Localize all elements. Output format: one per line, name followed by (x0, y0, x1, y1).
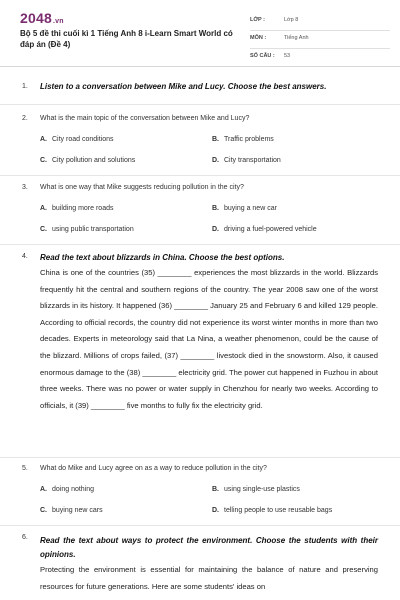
meta-key: SỐ CÂU : (250, 53, 275, 59)
option-label: C. (40, 507, 47, 514)
divider (0, 175, 400, 176)
option-label: C. (40, 226, 47, 233)
option-b[interactable] (212, 136, 274, 143)
divider (0, 457, 400, 458)
question-2-stem: What is the main topic of the conversation between Mike and Lucy? (40, 115, 250, 122)
option-label: B. (212, 136, 219, 143)
meta-row-question-count (250, 49, 390, 66)
option-text: City transportation (224, 157, 281, 164)
option-label: A. (40, 136, 47, 143)
meta-key: LỚP : (250, 17, 265, 23)
question-5-stem: What do Mike and Lucy agree on as a way to reduce pollution in the city? (40, 465, 267, 472)
option-label: D. (212, 226, 219, 233)
option-text: buying a new car (224, 205, 277, 212)
option-b[interactable] (212, 486, 300, 493)
option-text: using single-use plastics (224, 486, 300, 493)
option-text: telling people to use reusable bags (224, 507, 333, 514)
question-number: 5. (22, 465, 28, 472)
option-d[interactable] (212, 507, 332, 514)
option-d[interactable] (212, 157, 281, 164)
question-1-instruction: Listen to a conversation between Mike and Lucy. Choose the best answers. (40, 82, 327, 91)
passage-text: China is one of the countries (35) ________ experiences the most blizzards in the world. Blizzards frequently hit the central and southern regions of the country. The year 2008 saw one of the worst blizzards in its history. It happened (36) ________ January 25 and February 6 and killed 129 people. According to official records, the country did not experience its worst winter months in more than two decades. Experts in meteorology said that La Nina, a weather phenomenon, could be the cause of the blizzard. Millions of crops failed, (37) ________ livestock died in the snowstorm. Also, it caused enormous damage to the (38) ________ electricity grid. The power cut happened in Fuzhou in about three weeks. There was no power or water supply in Chenzhou for nearly two weeks. According to officials, it (39) ________ five months to fully fix the electricity grid. (40, 268, 378, 410)
option-label: B. (212, 205, 219, 212)
logo-suffix: .vn (52, 18, 64, 25)
option-text: driving a fuel-powered vehicle (224, 226, 317, 233)
site-logo[interactable] (20, 10, 64, 26)
option-c[interactable] (40, 507, 103, 514)
option-a[interactable] (40, 486, 94, 493)
divider (0, 244, 400, 245)
meta-value: Tiếng Anh (284, 35, 309, 41)
option-text: City road conditions (52, 136, 114, 143)
question-4-instruction: Read the text about blizzards in China. Choose the best options. (40, 253, 285, 262)
option-c[interactable] (40, 157, 135, 164)
option-text: using public transportation (52, 226, 134, 233)
option-label: D. (212, 157, 219, 164)
reading-passage (40, 562, 378, 595)
question-number: 3. (22, 184, 28, 191)
meta-key: MÔN : (250, 35, 267, 41)
option-text: building more roads (52, 205, 114, 212)
option-a[interactable] (40, 205, 113, 212)
divider (0, 104, 400, 105)
question-6-instruction: Read the text about ways to protect the environment. Choose the students with their opinions. (40, 536, 378, 559)
option-b[interactable] (212, 205, 277, 212)
option-text: Traffic problems (224, 136, 274, 143)
option-label: A. (40, 486, 47, 493)
option-text: buying new cars (52, 507, 103, 514)
divider (0, 525, 400, 526)
option-c[interactable] (40, 226, 134, 233)
question-3-stem: What is one way that Mike suggests reducing pollution in the city? (40, 184, 244, 191)
option-text: doing nothing (52, 486, 95, 493)
question-number: 1. (22, 83, 28, 90)
meta-value: Lớp 8 (284, 17, 299, 23)
option-label: C. (40, 157, 47, 164)
option-text: City pollution and solutions (52, 157, 136, 164)
option-label: B. (212, 486, 219, 493)
document-title: Bộ 5 đề thi cuối kì 1 Tiếng Anh 8 i-Learn Smart World có đáp án (Đề 4) (20, 29, 233, 49)
option-label: D. (212, 507, 219, 514)
document-meta (250, 13, 390, 66)
question-number: 2. (22, 115, 28, 122)
meta-row-subject (250, 31, 390, 49)
page-header (0, 0, 400, 67)
option-d[interactable] (212, 226, 317, 233)
meta-value: 53 (284, 53, 291, 59)
question-number: 4. (22, 253, 28, 260)
option-a[interactable] (40, 136, 113, 143)
option-label: A. (40, 205, 47, 212)
question-number: 6. (22, 534, 28, 541)
meta-row-class (250, 13, 390, 31)
logo-main: 2048 (20, 10, 52, 26)
reading-passage (40, 265, 378, 414)
passage-text: Protecting the environment is essential for maintaining the balance of nature and preserving resources for future generations. Here are some students' ideas on (40, 565, 378, 591)
